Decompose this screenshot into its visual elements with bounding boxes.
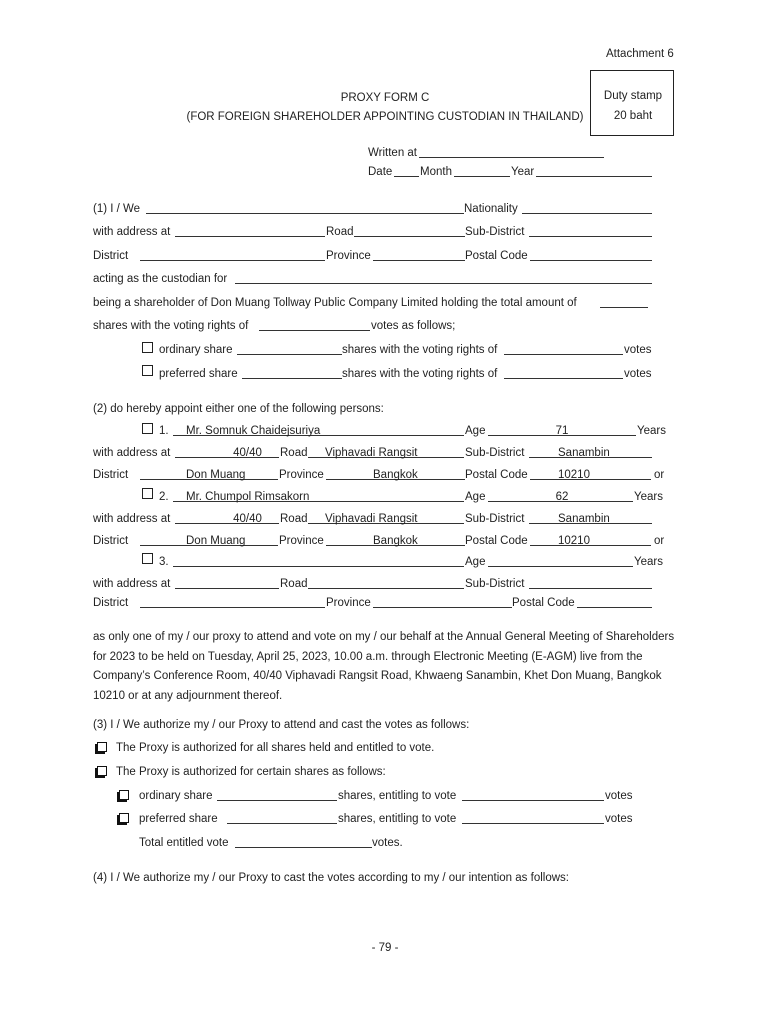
district-field[interactable] <box>140 260 325 261</box>
s3-preferred-votes-label: votes <box>605 813 633 825</box>
proxy-1-province: Bangkok <box>373 469 418 481</box>
proxy-3-province-label: Province <box>326 597 371 609</box>
paragraph-line-4: 10210 or at any adjournment thereof. <box>93 689 283 702</box>
preferred-share-field[interactable] <box>242 378 342 379</box>
address-field[interactable] <box>175 236 325 237</box>
nationality-field[interactable] <box>522 213 652 214</box>
province-label: Province <box>326 250 371 262</box>
proxy-1-years-label: Years <box>637 425 666 437</box>
s3-preferred-entitling: shares, entitling to vote <box>338 813 457 825</box>
proxy-3-number: 3. <box>159 556 169 568</box>
ordinary-share-field[interactable] <box>237 354 342 355</box>
nationality-label: Nationality <box>464 203 518 215</box>
s3-ordinary-checkbox[interactable] <box>119 790 129 800</box>
s3-ordinary-field[interactable] <box>217 800 337 801</box>
preferred-share-checkbox[interactable] <box>142 365 153 376</box>
date-label: Date <box>368 166 393 178</box>
ordinary-share-label: ordinary share <box>159 344 233 356</box>
postal-code-field[interactable] <box>530 260 652 261</box>
proxy-2-number: 2. <box>159 491 169 503</box>
all-shares-checkbox[interactable] <box>97 742 107 752</box>
section3-heading: (3) I / We authorize my / our Proxy to attend and cast the votes as follows: <box>93 719 470 731</box>
proxy-2-checkbox[interactable] <box>142 488 153 499</box>
proxy-1-age-label: Age <box>465 425 486 437</box>
proxy-1-sub-district: Sanambin <box>558 447 610 459</box>
proxy-2-address: 40/40 <box>233 513 262 525</box>
ordinary-votes-label: votes <box>624 344 652 356</box>
i-we-label: (1) I / We <box>93 203 141 215</box>
written-at-label: Written at <box>368 147 417 159</box>
custodian-for-field[interactable] <box>235 283 652 284</box>
certain-shares-label: The Proxy is authorized for certain shares as follows: <box>116 766 386 778</box>
proxy-1-address: 40/40 <box>233 447 262 459</box>
form-subtitle: (FOR FOREIGN SHAREHOLDER APPOINTING CUSTODIAN IN THAILAND) <box>186 111 584 123</box>
proxy-3-address-label: with address at <box>93 578 171 590</box>
voting-rights-field[interactable] <box>259 330 370 331</box>
preferred-share-label: preferred share <box>159 368 238 380</box>
proxy-2-district: Don Muang <box>186 535 246 547</box>
shareholder-label: being a shareholder of Don Muang Tollway Public Company Limited holding the total amount of <box>93 297 577 309</box>
proxy-1-number: 1. <box>159 425 169 437</box>
proxy-2-postal: 10210 <box>558 535 590 547</box>
ordinary-voting-label: shares with the voting rights of <box>342 344 498 356</box>
proxy-1-sub-district-label: Sub-District <box>465 447 525 459</box>
postal-code-label: Postal Code <box>465 250 528 262</box>
road-label: Road <box>326 226 354 238</box>
proxy-1-road: Viphavadi Rangsit <box>325 447 418 459</box>
acting-label: acting as the custodian for <box>93 273 228 285</box>
total-amount-field[interactable] <box>600 307 648 308</box>
proxy-3-address-field[interactable] <box>175 588 279 589</box>
province-field[interactable] <box>373 260 465 261</box>
month-label: Month <box>420 166 452 178</box>
proxy-2-postal-line <box>530 545 651 546</box>
proxy-3-district-label: District <box>93 597 129 609</box>
proxy-2-province: Bangkok <box>373 535 418 547</box>
address-label: with address at <box>93 226 171 238</box>
s3-preferred-votes-field[interactable] <box>462 823 604 824</box>
proxy-3-sub-district-field[interactable] <box>529 588 652 589</box>
proxy-1-road-label: Road <box>280 447 308 459</box>
preferred-votes-label: votes <box>624 368 652 380</box>
proxy-2-years-label: Years <box>634 491 663 503</box>
proxy-3-postal-field[interactable] <box>577 607 652 608</box>
proxy-1-district-label: District <box>93 469 129 481</box>
proxy-3-age-field[interactable] <box>488 566 633 567</box>
sub-district-field[interactable] <box>529 236 652 237</box>
proxy-1-postal-line <box>530 479 651 480</box>
proxy-3-road-label: Road <box>280 578 308 590</box>
paragraph-line-3: Company’s Conference Room, 40/40 Viphavadi Rangsit Road, Khwaeng Sanambin, Khet Don Muang, Bangkok <box>93 670 662 682</box>
proxy-3-district-field[interactable] <box>140 607 325 608</box>
proxy-2-district-label: District <box>93 535 129 547</box>
month-field[interactable] <box>454 176 510 177</box>
proxy-1-checkbox[interactable] <box>142 423 153 434</box>
proxy-3-province-field[interactable] <box>373 607 512 608</box>
proxy-3-name-field[interactable] <box>173 566 464 567</box>
duty-stamp-box <box>590 70 674 136</box>
year-label: Year <box>511 166 535 178</box>
s3-preferred-checkbox[interactable] <box>119 813 129 823</box>
proxy-2-province-label: Province <box>279 535 324 547</box>
proxy-2-or: or <box>654 535 665 547</box>
total-entitled-label: Total entitled vote <box>139 837 229 849</box>
s3-preferred-label: preferred share <box>139 813 218 825</box>
stamp-line-1: Duty stamp <box>603 90 663 102</box>
proxy-2-sub-district-label: Sub-District <box>465 513 525 525</box>
year-field[interactable] <box>536 176 652 177</box>
proxy-3-road-field[interactable] <box>308 588 464 589</box>
proxy-2-road-label: Road <box>280 513 308 525</box>
proxy-2-sub-district: Sanambin <box>558 513 610 525</box>
ordinary-voting-field[interactable] <box>504 354 623 355</box>
certain-shares-checkbox[interactable] <box>97 766 107 776</box>
all-shares-label: The Proxy is authorized for all shares held and entitled to vote. <box>116 742 435 754</box>
paragraph-line-2: for 2023 to be held on Tuesday, April 25, 2023, 10.00 a.m. through Electronic Meeting (E-AGM) live from the <box>93 650 643 663</box>
proxy-2-name: Mr. Chumpol Rimsakorn <box>186 491 310 503</box>
s3-ordinary-entitling: shares, entitling to vote <box>338 790 457 802</box>
s3-ordinary-votes-label: votes <box>605 790 633 802</box>
date-field[interactable] <box>394 176 419 177</box>
proxy-2-postal-label: Postal Code <box>465 535 528 547</box>
votes-as-follows-label: votes as follows; <box>371 320 456 332</box>
total-entitled-field[interactable] <box>235 847 372 848</box>
form-title: PROXY FORM C <box>340 92 430 104</box>
proxy-2-road: Viphavadi Rangsit <box>325 513 418 525</box>
proxy-1-address-label: with address at <box>93 447 171 459</box>
s3-ordinary-label: ordinary share <box>139 790 213 802</box>
proxy-1-age: 71 <box>555 425 569 437</box>
shares-voting-label: shares with the voting rights of <box>93 320 249 332</box>
proxy-2-address-label: with address at <box>93 513 171 525</box>
sub-district-label: Sub-District <box>465 226 525 238</box>
proxy-2-age: 62 <box>555 491 569 503</box>
ordinary-share-checkbox[interactable] <box>142 342 153 353</box>
attachment-label: Attachment 6 <box>606 48 674 60</box>
proxy-3-years-label: Years <box>634 556 663 568</box>
proxy-1-province-label: Province <box>279 469 324 481</box>
proxy-1-name: Mr. Somnuk Chaidejsuriya <box>186 425 321 437</box>
s3-ordinary-votes-field[interactable] <box>462 800 604 801</box>
name-field[interactable] <box>146 213 464 214</box>
meeting-paragraph <box>93 628 683 706</box>
proxy-3-checkbox[interactable] <box>142 553 153 564</box>
proxy-2-age-label: Age <box>465 491 486 503</box>
district-label: District <box>93 250 129 262</box>
proxy-1-postal-label: Postal Code <box>465 469 528 481</box>
proxy-3-sub-district-label: Sub-District <box>465 578 525 590</box>
road-field[interactable] <box>354 236 465 237</box>
preferred-voting-field[interactable] <box>504 378 623 379</box>
proxy-3-postal-label: Postal Code <box>512 597 575 609</box>
written-at-field[interactable] <box>419 157 604 158</box>
page-number: - 79 - <box>371 942 399 954</box>
total-votes-label: votes. <box>372 837 403 849</box>
proxy-1-postal: 10210 <box>558 469 590 481</box>
section4-heading: (4) I / We authorize my / our Proxy to cast the votes according to my / our intention as follows: <box>93 872 569 884</box>
stamp-line-2: 20 baht <box>613 110 653 122</box>
preferred-voting-label: shares with the voting rights of <box>342 368 498 380</box>
s3-preferred-field[interactable] <box>227 823 337 824</box>
proxy-3-age-label: Age <box>465 556 486 568</box>
paragraph-line-1: as only one of my / our proxy to attend and vote on my / our behalf at the Annual General Meeting of Shareholders <box>93 631 675 643</box>
section2-heading: (2) do hereby appoint either one of the following persons: <box>93 403 384 415</box>
proxy-1-district: Don Muang <box>186 469 246 481</box>
proxy-1-or: or <box>654 469 665 481</box>
